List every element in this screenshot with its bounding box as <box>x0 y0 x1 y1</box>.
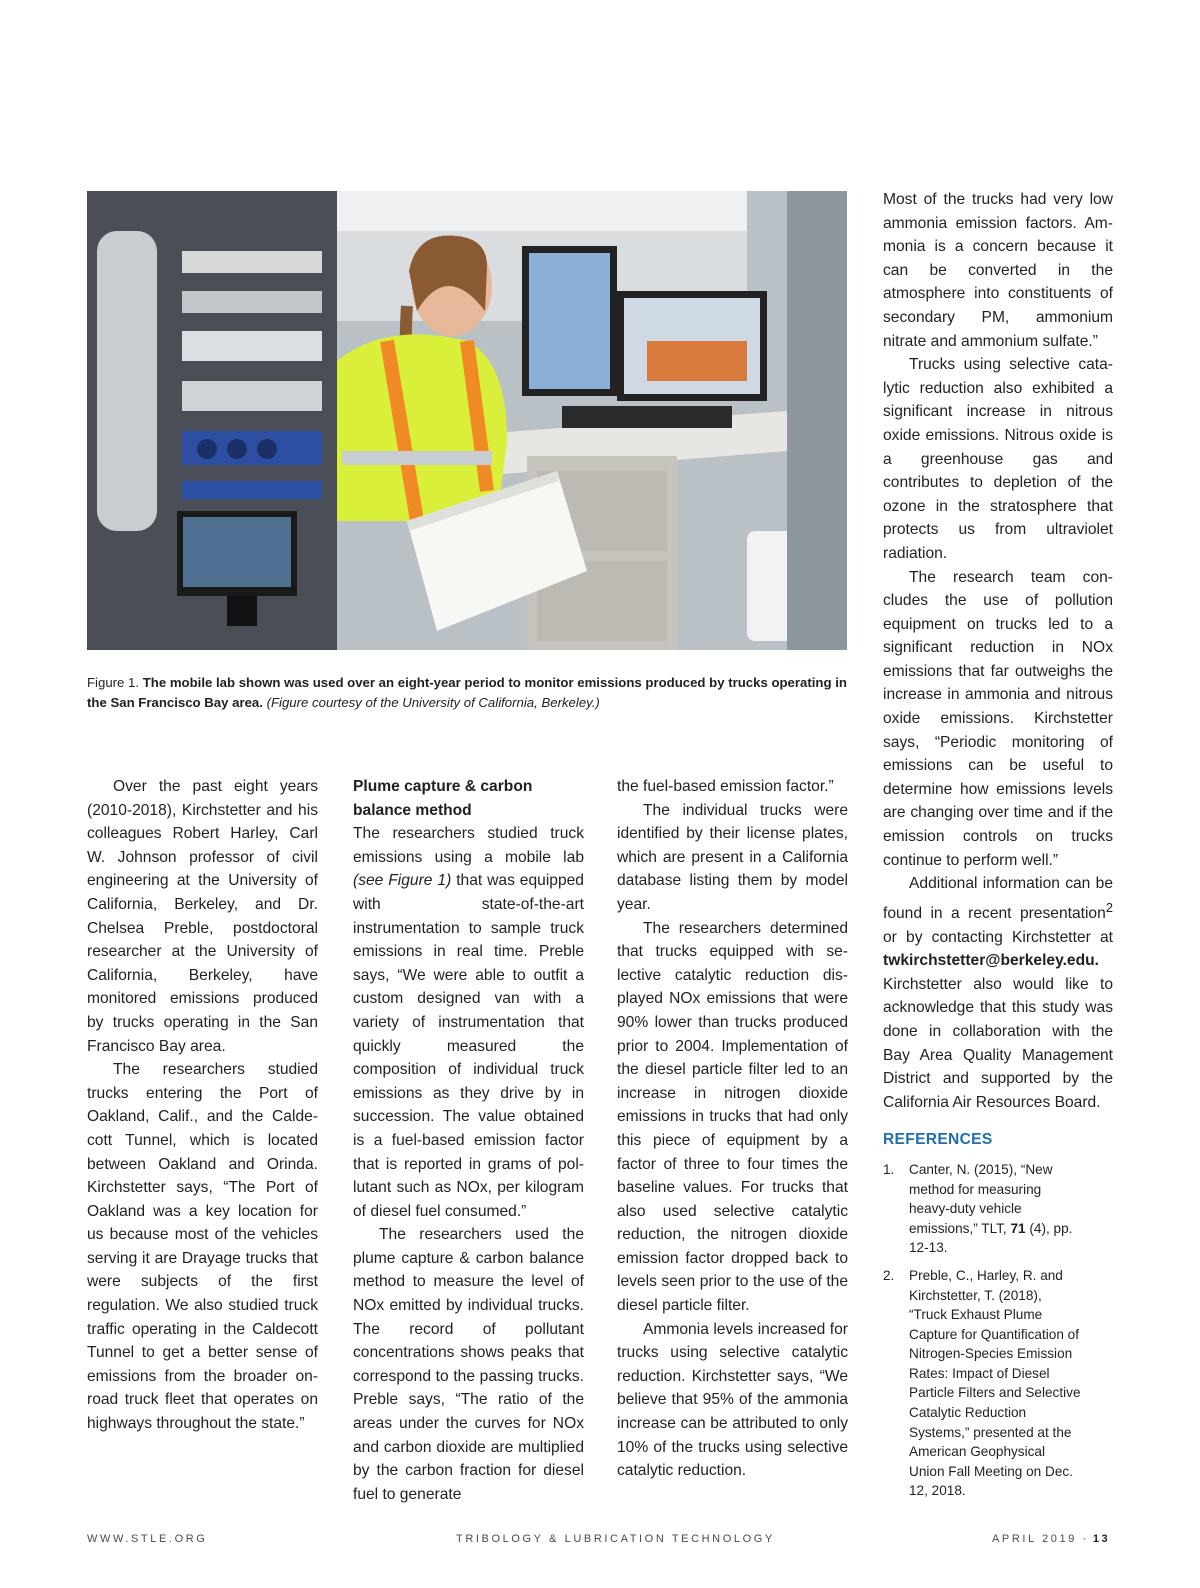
page-number: 13 <box>1092 1533 1111 1545</box>
reference-superscript: 2 <box>1105 899 1113 915</box>
reference-item <box>883 1160 1113 1258</box>
reference-number: 2. <box>883 1267 895 1283</box>
reference-number: 1. <box>883 1161 895 1177</box>
caption-credit: (Figure courtesy of the University of California, Berkeley.) <box>266 695 600 710</box>
paragraph: The individual trucks were identified by their license plates, which are present in a California database listing them by model year. <box>617 801 848 913</box>
paragraph-text: that was equipped with state-of-the-art instrumentation to sample truck emissions in real time. Preble says, “We were able to outfit a custom designed van with a variety of instrumentation that quickly measured the composition of individual truck emissions as they drive by in succession. The value obtained is a fuel-based emission factor that is reported in grams of pollutant such as NOx, per kilogram of diesel fuel consumed.” <box>353 872 584 1220</box>
paragraph: The research team concludes the use of pollution equipment on trucks led to a significant reduction in NOx emissions that far outweighs the increase in ammonia and nitrous oxide emissions. Kirchstetter says, “Periodic monitoring of emissions can be useful to determine how emissions levels are changing over time and if the emission controls on trucks continue to perform well.” <box>883 568 1113 869</box>
references-heading: REFERENCES <box>883 1131 993 1149</box>
reference-volume: 71 <box>1010 1220 1026 1236</box>
reference-text-part: Canter, N. (2015), “New method for measuring heavy-duty vehicle emissions,” TLT, <box>909 1161 1053 1236</box>
article-column-2 <box>353 775 584 1506</box>
paragraph: Ammonia levels increased for trucks using selective catalytic reduction. Kirchstetter says, “We believe that 95% of the ammonia increase can be attributed to only 10% of the trucks using selective catalytic reduction. <box>617 1320 848 1480</box>
article-column-1 <box>87 775 318 1436</box>
paragraph-text: Additional information can be found in a recent presentation <box>883 875 1113 922</box>
caption-text: The mobile lab shown was used over an eight-year period to monitor emissions produced by trucks operating in the San Francisco Bay area. <box>87 675 847 710</box>
paragraph: the fuel-based emission factor.” <box>617 778 834 795</box>
article-column-3 <box>617 775 848 1483</box>
paragraph <box>883 872 1113 1114</box>
reference-item <box>883 1266 1113 1501</box>
paragraph <box>353 822 584 1223</box>
footer-date: APRIL 2019 · <box>992 1533 1089 1545</box>
email-link[interactable]: twkirchstetter@berkeley.edu. <box>883 952 1099 970</box>
footer-website[interactable]: WWW.STLE.ORG <box>87 1533 208 1545</box>
paragraph: The researchers studied trucks entering the Port of Oakland, Calif., and the Caldecott Tunnel, which is located between Oakland and Orinda. Kirchstetter says, “The Port of Oakland was a key location for us because most of the vehicles serving it are Drayage trucks that were subjects of the first regulation. We also studied truck traffic operating in the Caldecott Tunnel to get a better sense of emissions from the broader on-road truck fleet that operates on highways throughout the state.” <box>87 1061 318 1433</box>
figure-reference: (see Figure 1) <box>353 872 452 890</box>
paragraph: Over the past eight years (2010-2018), Kirchstetter and his colleagues Robert Harley, Carl W. Johnson professor of civil engineering at the University of California, Berkeley, and Dr. Chelsea Preble, postdoctoral researcher at the University of California, Berkeley, have monitored emissions produced by trucks operating in the San Francisco Bay area. <box>87 778 318 1055</box>
lab-scene-illustration <box>87 191 847 650</box>
article-column-4 <box>883 188 1113 1509</box>
paragraph: The researchers determined that trucks equipped with selective catalytic reduction displayed NOx emissions that were 90% lower than trucks produced prior to 2004. Implementation of the diesel particle filter led to an increase in nitrogen dioxide emissions in trucks that had only this piece of equipment by a factor of three to four times the baseline values. For trucks that also used selective catalytic reduction, the nitrogen dioxide emission factor dropped back to levels seen prior to the use of the diesel particle filter. <box>617 919 848 1315</box>
footer-publication: TRIBOLOGY & LUBRICATION TECHNOLOGY <box>456 1533 775 1545</box>
paragraph: Most of the trucks had very low ammonia emission factors. Ammonia is a concern because it can be converted in the atmosphere into constituents of secondary PM, ammonium nitrate and ammonium sulfate.” <box>883 191 1113 350</box>
section-subhead: Plume capture & carbon balance method <box>353 778 533 819</box>
reference-text <box>909 1160 1113 1258</box>
reference-text-part: (4), pp. 12-13. <box>909 1220 1073 1256</box>
paragraph-text: Kirchstetter also would like to acknowledge that this study was done in collaboration with the Bay Area Quality Management District and supported by the California Air Resources Board. <box>883 975 1113 1111</box>
paragraph: Trucks using selective catalytic reduction also exhibited a significant increase in nitrous oxide emissions. Nitrous oxide is a greenhouse gas and contributes to depletion of the ozone in the stratosphere that protects us from ultraviolet radiation. <box>883 356 1113 562</box>
footer-issue <box>992 1533 1110 1545</box>
figure-1-photo <box>87 191 847 650</box>
paragraph: The researchers used the plume capture & carbon balance method to measure the level of NOx emitted by individual trucks. The record of pollutant concentrations shows peaks that correspond to the passing trucks. Preble says, “The ratio of the areas under the curves for NOx and carbon dioxide are multiplied by the carbon fraction for diesel fuel to generate <box>353 1226 584 1503</box>
caption-label: Figure 1. <box>87 675 140 690</box>
figure-caption <box>87 673 849 713</box>
paragraph-text: or by contacting Kirchstetter at <box>883 928 1113 946</box>
reference-text: Preble, C., Harley, R. and Kirchstetter, T. (2018), “Truck Exhaust Plume Capture for Quantification of Nitrogen-Species Emission Rates: Impact of Diesel Particle Filters and Selective Catalytic Reduction Systems,” presented at the American Geophysical Union Fall Meeting on Dec. 12, 2018. <box>909 1267 1081 1499</box>
paragraph-text: The researchers studied truck emissions using a mobile lab <box>353 825 584 866</box>
